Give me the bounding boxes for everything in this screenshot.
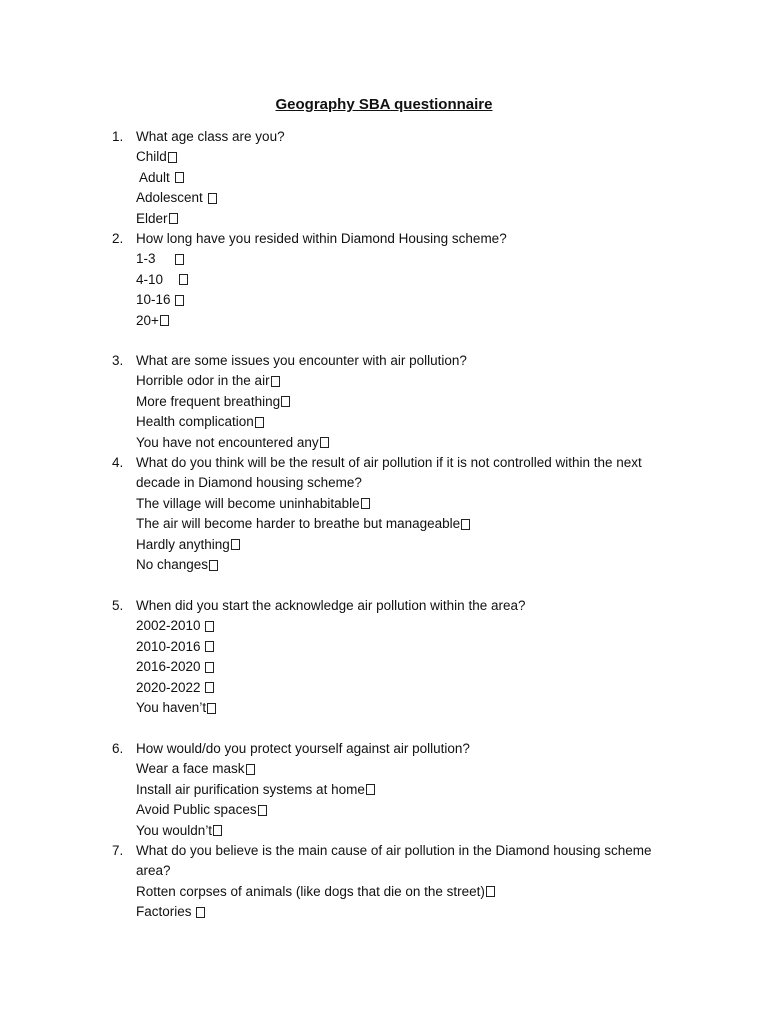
answer-option (136, 209, 178, 229)
question-text: What do you believe is the main cause of air pollution in the Diamond housing scheme (136, 843, 652, 858)
answer-option-label: 2010-2016 (136, 638, 205, 654)
answer-option-label: You have not encountered any (136, 434, 319, 450)
question-number: 3. (112, 353, 124, 368)
answer-option-label: The village will become uninhabitable (136, 495, 360, 511)
answer-option (136, 270, 188, 290)
answer-option-label: Adult (136, 169, 174, 185)
answer-option-label: Child (136, 149, 167, 165)
question-number: 1. (112, 129, 124, 144)
question-number: 5. (112, 598, 124, 613)
checkbox-icon[interactable] (366, 784, 375, 795)
answer-option (136, 616, 214, 636)
question-number: 6. (112, 741, 124, 756)
answer-option (136, 168, 184, 188)
answer-option-label: 20+ (136, 312, 159, 328)
answer-option (136, 412, 264, 432)
answer-option-label: Hardly anything (136, 536, 230, 552)
checkbox-icon[interactable] (231, 539, 240, 550)
answer-option-label: No changes (136, 557, 209, 572)
checkbox-icon[interactable] (179, 274, 188, 285)
checkbox-icon[interactable] (361, 498, 370, 509)
question-text: What do you think will be the result of air pollution if it is not controlled within the next (136, 455, 642, 470)
checkbox-icon[interactable] (205, 641, 214, 652)
answer-option (136, 821, 222, 841)
answer-option (136, 494, 370, 514)
answer-option (136, 637, 214, 657)
question-text: How long have you resided within Diamond Housing scheme? (136, 231, 507, 246)
answer-option (136, 311, 169, 331)
question-text: decade in Diamond housing scheme? (136, 475, 362, 491)
answer-option (136, 678, 214, 698)
answer-option-label: Elder (136, 210, 168, 226)
answer-option (136, 657, 214, 677)
answer-option (136, 780, 375, 800)
checkbox-icon[interactable] (205, 621, 214, 632)
answer-option-label: 4-10 (136, 271, 179, 287)
answer-option-label: Rotten corpses of animals (like dogs that die on the street) (136, 883, 485, 899)
answer-option (136, 882, 495, 902)
answer-option (136, 698, 216, 718)
checkbox-icon[interactable] (246, 764, 255, 775)
question-text: area? (136, 863, 171, 879)
checkbox-icon[interactable] (486, 886, 495, 897)
checkbox-icon[interactable] (209, 560, 218, 571)
answer-option (136, 759, 255, 779)
checkbox-icon[interactable] (205, 662, 214, 673)
answer-option (136, 249, 184, 269)
answer-option (136, 188, 217, 208)
question-text: What age class are you? (136, 129, 285, 144)
answer-option-label: 2016-2020 (136, 659, 205, 675)
answer-option-label: Install air purification systems at home (136, 781, 365, 797)
answer-option-label: You wouldn’t (136, 822, 213, 838)
answer-option-label: Horrible odor in the air (136, 373, 270, 389)
checkbox-icon[interactable] (208, 193, 217, 204)
answer-option-label: Wear a face mask (136, 761, 245, 777)
checkbox-icon[interactable] (175, 254, 184, 265)
checkbox-icon[interactable] (207, 703, 216, 714)
question-number: 4. (112, 455, 124, 470)
answer-option (136, 371, 280, 391)
checkbox-icon[interactable] (160, 315, 169, 326)
checkbox-icon[interactable] (196, 907, 205, 918)
checkbox-icon[interactable] (255, 417, 264, 428)
checkbox-icon[interactable] (281, 396, 290, 407)
checkbox-icon[interactable] (205, 682, 214, 693)
answer-option (136, 535, 240, 555)
answer-option (136, 514, 470, 534)
answer-option (136, 392, 290, 412)
answer-option-label: Factories (136, 904, 196, 920)
checkbox-icon[interactable] (168, 152, 177, 163)
checkbox-icon[interactable] (320, 437, 329, 448)
answer-option (136, 147, 177, 167)
answer-option-label: The air will become harder to breathe but manageable (136, 516, 461, 532)
answer-option-label: 2002-2010 (136, 618, 205, 634)
answer-option-label: 1-3 (136, 251, 175, 267)
checkbox-icon[interactable] (271, 376, 280, 387)
checkbox-icon[interactable] (175, 295, 184, 306)
checkbox-icon[interactable] (169, 213, 178, 224)
answer-option-label: 10-16 (136, 292, 175, 308)
question-number: 7. (112, 843, 124, 858)
answer-option-label: 2020-2022 (136, 679, 205, 695)
answer-option-label: Adolescent (136, 190, 207, 206)
answer-option-label: Avoid Public spaces (136, 802, 257, 818)
answer-option (136, 902, 205, 922)
page-title: Geography SBA questionnaire (275, 96, 493, 113)
checkbox-icon[interactable] (175, 172, 184, 183)
answer-option (136, 800, 267, 820)
answer-option (136, 433, 329, 453)
question-text: How would/do you protect yourself against air pollution? (136, 741, 470, 756)
answer-option-label: You haven’t (136, 700, 207, 715)
checkbox-icon[interactable] (213, 825, 222, 836)
checkbox-icon[interactable] (461, 519, 470, 530)
answer-option-label: Health complication (136, 414, 254, 430)
answer-option (136, 290, 184, 310)
question-text: When did you start the acknowledge air pollution within the area? (136, 598, 526, 613)
answer-option (136, 555, 218, 575)
question-number: 2. (112, 231, 124, 246)
answer-option-label: More frequent breathing (136, 393, 281, 409)
checkbox-icon[interactable] (258, 805, 267, 816)
question-text: What are some issues you encounter with air pollution? (136, 353, 467, 368)
